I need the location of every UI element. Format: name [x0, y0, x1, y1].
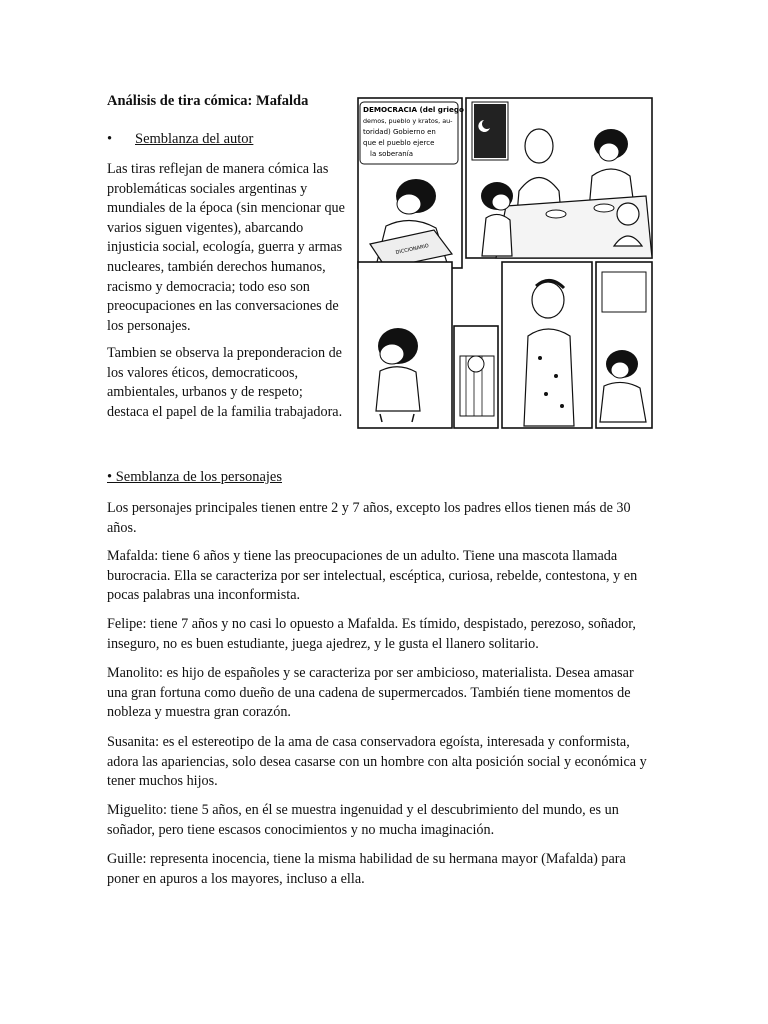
paragraph-susanita: Susanita: es el estereotipo de la ama de casa conservadora egoísta, interesada y conformista, adora las apariencias, solo desea casarse con un hombre con alta posición social y económica y tener muchos hijos. — [107, 734, 647, 790]
mafalda-comic-strip — [356, 96, 654, 430]
paragraph-miguelito: Miguelito: tiene 5 años, en él se muestra ingenuidad y el descubrimiento del mundo, es un soñador, pero tiene escasos conocimientos y no mucha imaginación. — [107, 802, 619, 838]
paragraph-author-1: Las tiras reflejan de manera cómica las problemáticas sociales argentinas y mundiales de la época (sin mencionar que varios siguen vigentes), abarcando injusticia social, ecología, guerra y armas nucleares, también derechos humanos, racismo y democracia; todo eso son preocupaciones en las conversaciones de los personajes. — [107, 161, 345, 334]
bullet: • — [107, 131, 113, 147]
section-heading-author-text: Semblanza del autor — [135, 131, 254, 147]
comic-panel-4 — [454, 326, 498, 428]
speech-line-5: la soberanía — [370, 150, 413, 158]
paragraph-mafalda: Mafalda: tiene 6 años y tiene las preocupaciones de un adulto. Tiene una mascota llamada burocracia. Ella se caracteriza por ser intelectual, escéptica, curiosa, rebelde, contestona, y en pocas palabras una inconformista. — [107, 548, 638, 604]
book-label: DICCIONARIO — [395, 243, 430, 256]
paragraph-felipe: Felipe: tiene 7 años y no casi lo opuesto a Mafalda. Es tímido, despistado, perezoso, soñador, inseguro, no es buen estudiante, juega ajedrez, y le gusta el llanero solitario. — [107, 616, 636, 652]
section-heading-characters: • Semblanza de los personajes — [107, 469, 282, 485]
comic-panel-1 — [358, 98, 464, 268]
comic-illustration — [356, 96, 654, 430]
speech-line-1: DEMOCRACIA (del griego — [363, 105, 464, 114]
comic-panel-2 — [466, 98, 652, 258]
speech-line-2: demos, pueblo y kratos, au- — [363, 117, 453, 125]
comic-panel-5 — [502, 262, 592, 428]
comic-panel-3 — [358, 262, 452, 428]
paragraph-characters-intro: Los personajes principales tienen entre 2 y 7 años, excepto los padres ellos tienen más de 30 años. — [107, 500, 631, 536]
document-title: Análisis de tira cómica: Mafalda — [107, 93, 309, 109]
paragraph-guille: Guille: representa inocencia, tiene la misma habilidad de su hermana mayor (Mafalda) para poner en apuros a los mayores, incluso a ella. — [107, 851, 626, 887]
paragraph-author-2: Tambien se observa la preponderacion de los valores éticos, democraticoos, ambientales, urbanos y de respeto; destaca el papel de la familia trabajadora. — [107, 345, 343, 420]
speech-line-4: que el pueblo ejerce — [363, 139, 435, 147]
section-heading-author — [107, 131, 253, 148]
comic-panel-6 — [596, 262, 652, 428]
paragraph-manolito: Manolito: es hijo de españoles y se caracteriza por ser ambicioso, materialista. Desea amasar una gran fortuna como dueño de una cadena de supermercados. También tiene momentos de nobleza y muestra gran corazón. — [107, 665, 634, 721]
speech-line-3: toridad) Gobierno en — [363, 128, 436, 136]
